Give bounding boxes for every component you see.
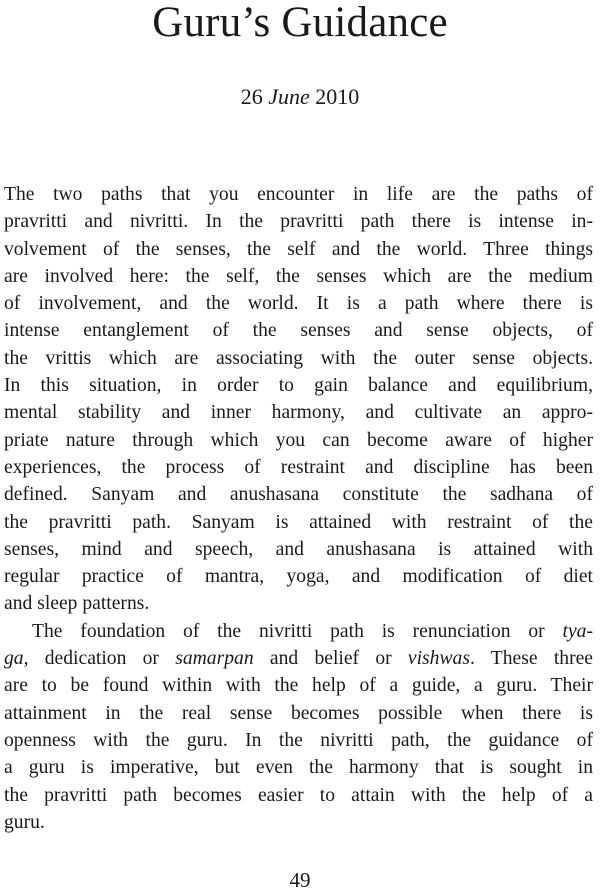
text-run: , dedication or [23, 648, 176, 670]
italic-term: ga [4, 648, 24, 670]
text-line: mental stability and inner harmony, and cultivate an appro- [4, 402, 593, 424]
text-line: In this situation, in order to gain balance and equilibrium, [4, 375, 593, 397]
text-run: . These three [469, 648, 593, 670]
text-line: attainment in the real sense becomes possible when there is [4, 702, 593, 724]
text-run: and belief or [253, 648, 408, 670]
text-line: the pravritti path becomes easier to attain with the help of a [4, 784, 593, 806]
italic-term: samarpan [175, 648, 254, 670]
body-text [4, 181, 593, 836]
text-line: volvement of the senses, the self and the world. Three things [4, 238, 593, 260]
text-line: openness with the guru. In the nivritti path, the guidance of [4, 729, 593, 751]
italic-term: tya- [562, 620, 593, 642]
paragraph-1 [4, 181, 593, 618]
italic-term: vishwas [407, 648, 470, 670]
date-month: June [268, 84, 310, 109]
text-line [4, 645, 593, 672]
page-number: 49 [289, 868, 311, 892]
text-line: defined. Sanyam and anushasana constitute the sadhana of [4, 484, 593, 506]
text-line: senses, mind and speech, and anushasana is attained with [4, 538, 593, 560]
page-title: Guru’s Guidance [152, 0, 448, 46]
text-line: are to be found within with the help of a guide, a guru. Their [4, 675, 593, 697]
date-year: 2010 [315, 84, 360, 109]
text-line: regular practice of mantra, yoga, and modification of diet [4, 566, 593, 588]
text-run: The foundation of the nivritti path is renunciation or [32, 620, 563, 642]
text-line: and sleep patterns. [4, 593, 150, 615]
text-line: are involved here: the self, the senses which are the medium [4, 265, 593, 287]
date-line [0, 84, 600, 110]
text-line: guru. [4, 811, 45, 833]
text-line: experiences, the process of restraint and discipline has been [4, 456, 593, 478]
text-line: the pravritti path. Sanyam is attained with restraint of the [4, 511, 593, 533]
text-line: the vrittis which are associating with the outer sense objects. [4, 347, 593, 369]
text-line: a guru is imperative, but even the harmony that is sought in [4, 757, 593, 779]
date-day: 26 [240, 84, 263, 109]
text-line: The two paths that you encounter in life are the paths of [4, 184, 593, 205]
text-line: priate nature through which you can become aware of higher [4, 429, 593, 451]
text-line: of involvement, and the world. It is a path where there is [4, 293, 593, 315]
text-line [4, 618, 593, 645]
paragraph-2 [4, 618, 593, 836]
text-line: pravritti and nivritti. In the pravritti path there is intense in- [4, 211, 593, 233]
text-line: intense entanglement of the senses and sense objects, of [4, 320, 593, 342]
